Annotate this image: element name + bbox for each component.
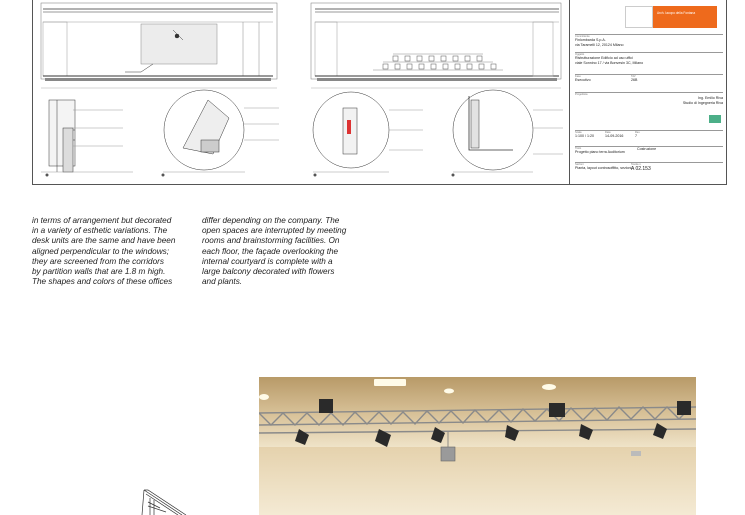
detail-3 xyxy=(313,92,423,172)
body-text-column-2: differ depending on the company. The open spaces are interrupted by meeting rooms and brainstorming facilities. On each floor, the façade overlooking the internal courtyard is complete with a large balcony decorated with flowers and plants. xyxy=(202,216,347,287)
firm-logo xyxy=(625,6,717,28)
green-stamp xyxy=(709,115,721,123)
body-text-column-1: in terms of arrangement but decorated in a variety of esthetic variations. The desk units are the same and have been aligned perpendicular to the windows; they are screened from the corridors by partition walls that are 1.8 m high. The shapes and colors of these offices xyxy=(32,216,176,287)
detail-4 xyxy=(453,90,563,172)
firm-name: Arch. Iacopo della Fontana xyxy=(657,11,696,15)
detail-1 xyxy=(41,100,133,172)
building-section-left xyxy=(41,3,277,81)
building-section-right xyxy=(311,3,561,81)
drawing-area xyxy=(33,0,570,184)
detail-2 xyxy=(163,90,279,172)
architectural-drawing-sheet xyxy=(32,0,727,185)
scale-row: Scala 1:100 / 1:20 Data 14-09-2016 Rev. 7 xyxy=(575,130,723,131)
auditorium-ceiling-photo xyxy=(259,377,696,515)
designer-row: Progettista Ing. Emilio Riva Studio di Ingegneria Riva xyxy=(575,92,723,105)
title-block xyxy=(573,0,725,184)
title-row: Titolo Progetto piano terra Auditorium Costruzione xyxy=(575,146,723,155)
perspective-sketch xyxy=(138,488,218,515)
drawing-number-row: Sezioni Pianta, layout controsoffitto, sezioni Tavola n. A 02.153 xyxy=(575,162,723,171)
client-row: Committente Finlombarda S.p.A. via Taramelli 12, 20124 Milano xyxy=(575,34,723,47)
phase-row: Fase Esecutivo TAV 26B xyxy=(575,74,723,83)
project-row: Oggetto Ristrutturazione Edificio ad uso uffici viale Sonnino 17 / via Bonvesin 3C, Milano xyxy=(575,52,723,65)
section-drawings xyxy=(33,0,569,184)
